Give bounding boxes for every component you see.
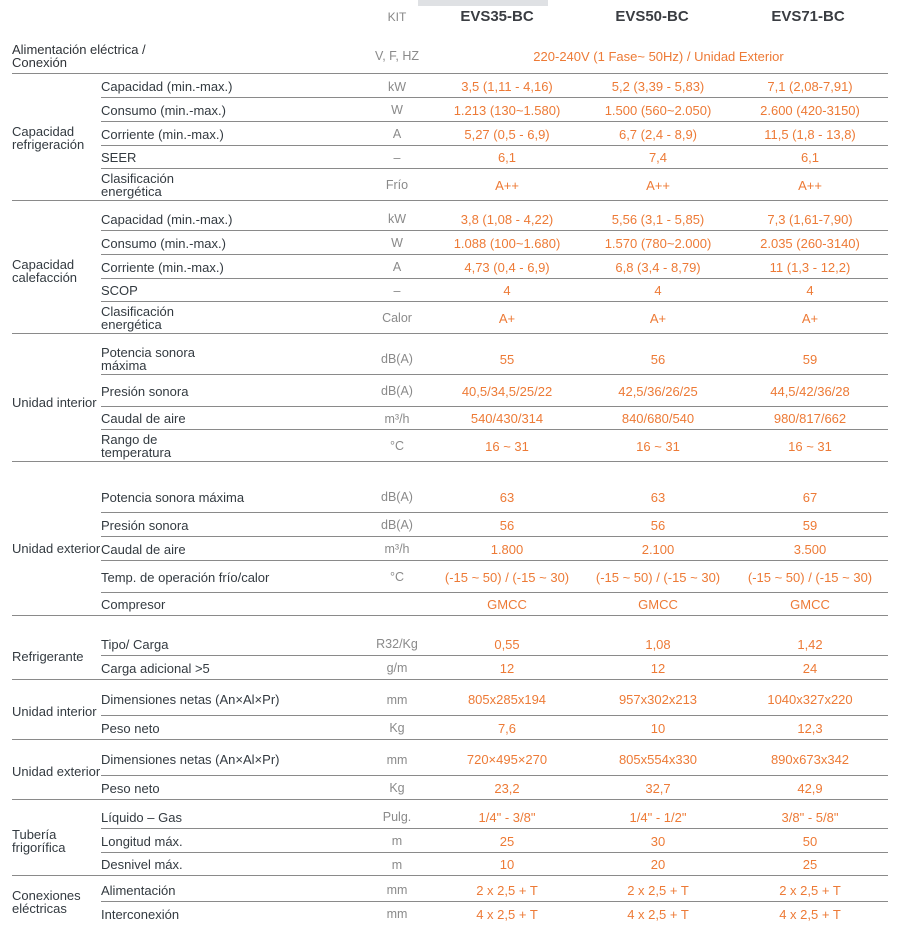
row-label: Corriente (min.-max.) [101, 126, 224, 142]
row-label: Compresor [101, 597, 166, 612]
alimentacion-label: Alimentación eléctrica / Conexión [12, 42, 146, 70]
header-model-3: EVS71-BC [771, 8, 845, 25]
row-label: SEER [101, 150, 137, 165]
value-cell-model-1: 56 [499, 517, 515, 533]
value-cell-model-1: 7,6 [497, 720, 517, 736]
value-cell-model-1: 3,5 (1,11 - 4,16) [461, 79, 553, 94]
value-cell-model-3: (-15 ~ 50) / (-15 ~ 30) [747, 569, 873, 585]
value-cell-model-1: 12 [499, 660, 515, 676]
value-cell-model-2: 10 [650, 720, 666, 736]
row-label: Consumo (min.-max.) [101, 235, 226, 251]
value-cell-model-1: 55 [499, 351, 515, 367]
group-label: Conexiones eléctricas [12, 888, 81, 916]
table-row [0, 430, 900, 462]
row-unit: – [393, 283, 401, 298]
value-cell-model-1: 25 [499, 833, 515, 849]
value-cell-model-3: A++ [798, 177, 822, 193]
row-unit [355, 593, 439, 616]
row-unit: A [392, 260, 402, 274]
row-unit: °C [389, 570, 405, 584]
table-row [0, 279, 900, 302]
row-label: SCOP [101, 283, 138, 298]
table-row [0, 75, 900, 98]
value-cell-model-1: 1/4" - 3/8" [478, 809, 536, 825]
value-cell-model-1: 16 ~ 31 [485, 438, 529, 454]
value-cell-model-2: 12 [650, 660, 666, 676]
value-cell-model-3: 59 [802, 351, 818, 367]
value-cell-model-3: 67 [802, 489, 818, 505]
row-label: Rango de temperatura [101, 432, 172, 460]
value-cell-model-2: 5,2 (3,39 - 5,83) [611, 79, 705, 94]
value-cell-model-1: 2 x 2,5 + T [476, 882, 538, 898]
value-cell-model-1: A++ [495, 177, 519, 193]
row-unit: g/m [386, 661, 408, 675]
row-divider [12, 200, 888, 201]
value-cell-model-2: 56 [650, 517, 666, 533]
value-cell-model-2: 63 [650, 489, 666, 505]
value-cell-model-2: 16 ~ 31 [636, 438, 680, 454]
header-kit: KIT [387, 10, 407, 24]
value-cell-model-2: 1,08 [645, 636, 671, 652]
value-cell-model-1: (-15 ~ 50) / (-15 ~ 30) [444, 569, 570, 585]
value-cell-model-3: GMCC [790, 597, 830, 612]
value-cell-model-2: 7,4 [648, 150, 668, 165]
header-model-2: EVS50-BC [615, 8, 689, 25]
row-unit: A [392, 127, 402, 141]
row-unit: W [391, 236, 403, 250]
value-cell-model-1: 0,55 [494, 636, 520, 652]
table-row [0, 632, 900, 656]
value-cell-model-2: 4 x 2,5 + T [627, 906, 689, 922]
row-unit: Kg [389, 781, 405, 795]
value-cell-model-1: 5,27 (0,5 - 6,9) [464, 126, 550, 142]
value-cell-model-3: 12,3 [797, 720, 823, 736]
value-cell-model-3: 42,9 [797, 780, 823, 796]
row-label: Desnivel máx. [101, 857, 183, 872]
row-unit: dB(A) [381, 518, 413, 532]
row-label: Consumo (min.-max.) [101, 102, 226, 118]
value-cell-model-3: 16 ~ 31 [788, 438, 832, 454]
row-unit: dB(A) [381, 384, 413, 398]
value-cell-model-3: 59 [802, 517, 818, 533]
table-row [0, 805, 900, 829]
value-cell-model-2: (-15 ~ 50) / (-15 ~ 30) [595, 569, 721, 585]
value-cell-model-3: 2 x 2,5 + T [779, 882, 841, 898]
row-label: Capacidad (min.-max.) [101, 79, 233, 94]
row-unit: W [391, 103, 403, 117]
table-row [0, 656, 900, 680]
value-cell-model-2: 42,5/36/26/25 [618, 383, 698, 399]
value-cell-model-2: 5,56 (3,1 - 5,85) [611, 211, 705, 227]
value-cell-model-1: 10 [499, 857, 515, 872]
value-cell-model-1: 720×495×270 [466, 752, 548, 767]
value-cell-model-2: 4 [654, 283, 662, 298]
table-row [0, 302, 900, 334]
value-cell-model-2: 1.570 (780~2.000) [604, 235, 712, 251]
row-unit: Kg [389, 721, 405, 735]
value-cell-model-1: 4 [503, 283, 511, 298]
value-cell-model-1: GMCC [487, 597, 527, 612]
row-label: Corriente (min.-max.) [101, 259, 224, 275]
group-label: Capacidad refrigeración [12, 124, 85, 152]
value-cell-model-2: 2 x 2,5 + T [627, 882, 689, 898]
value-cell-model-3: 11,5 (1,8 - 13,8) [764, 126, 856, 142]
value-cell-model-3: 1,42 [797, 636, 823, 652]
table-row [0, 122, 900, 146]
value-cell-model-3: 2.600 (420-3150) [760, 102, 860, 118]
value-cell-model-1: 40,5/34,5/25/22 [461, 383, 553, 399]
table-row [0, 561, 900, 593]
table-row [0, 593, 900, 616]
value-cell-model-1: 1.800 [490, 541, 524, 557]
value-cell-model-2: 56 [650, 351, 666, 367]
row-label: Peso neto [101, 720, 160, 736]
row-label: Caudal de aire [101, 541, 186, 557]
row-label: Potencia sonora máxima [101, 489, 245, 505]
value-cell-model-3: 24 [802, 660, 818, 676]
row-unit: m³/h [384, 542, 410, 556]
row-unit: Pulg. [382, 810, 412, 824]
row-label: Peso neto [101, 780, 160, 796]
row-unit: kW [387, 212, 407, 226]
group-label: Capacidad calefacción [12, 256, 78, 285]
value-cell-model-2: 1/4" - 1/2" [629, 809, 687, 825]
value-cell-model-3: 44,5/42/36/28 [770, 383, 850, 399]
value-cell-model-1: 4 x 2,5 + T [476, 906, 538, 922]
table-row [0, 776, 900, 800]
table-row [0, 207, 900, 231]
table-row [0, 255, 900, 279]
value-cell-model-2: 32,7 [645, 780, 671, 796]
row-unit: °C [389, 439, 405, 453]
header-model-1: EVS35-BC [460, 8, 534, 25]
row-label: Presión sonora [101, 517, 189, 533]
value-cell-model-2: 6,8 (3,4 - 8,79) [615, 259, 701, 275]
value-cell-model-3: 3.500 [793, 541, 827, 557]
row-unit: R32/Kg [376, 637, 418, 651]
row-divider [12, 739, 888, 740]
value-cell-model-1: 1.213 (130~1.580) [453, 102, 561, 118]
value-cell-model-2: A++ [646, 177, 670, 193]
table-row [0, 375, 900, 407]
value-cell-model-3: 25 [802, 857, 818, 872]
value-cell-model-2: 957x302x213 [618, 692, 698, 707]
value-cell-model-3: 50 [802, 833, 818, 849]
value-cell-model-2: GMCC [638, 597, 678, 612]
group-label: Unidad exterior [12, 764, 101, 779]
table-row [0, 902, 900, 926]
table-row [0, 853, 900, 876]
value-cell-model-2: 1.500 (560~2.050) [604, 102, 712, 118]
row-unit: mm [386, 907, 408, 921]
group-label: Unidad interior [12, 395, 97, 410]
row-unit: kW [387, 79, 407, 94]
row-divider [12, 461, 888, 462]
value-cell-model-1: 540/430/314 [470, 411, 544, 426]
value-cell-model-2: A+ [649, 310, 667, 326]
value-cell-model-3: 1040x327x220 [767, 692, 853, 707]
value-cell-model-3: 7,1 (2,08-7,91) [767, 79, 853, 94]
row-alimentacion [0, 40, 900, 72]
row-unit: dB(A) [381, 490, 413, 504]
row-divider [12, 679, 888, 680]
table-row [0, 743, 900, 776]
row-label: Carga adicional >5 [101, 660, 210, 676]
table-row [0, 537, 900, 561]
value-cell-model-3: 4 x 2,5 + T [779, 906, 841, 922]
row-label: Longitud máx. [101, 833, 183, 849]
value-cell-model-2: 30 [650, 833, 666, 849]
row-unit: dB(A) [381, 352, 413, 366]
value-cell-model-3: 11 (1,3 - 12,2) [769, 259, 851, 275]
group-label: Tubería frigorífica [12, 826, 66, 855]
row-unit: Calor [382, 311, 412, 325]
row-divider [12, 333, 888, 334]
row-label: Potencia sonora máxima [101, 345, 195, 373]
value-cell-model-3: 890x673x342 [770, 752, 850, 767]
table-row [0, 513, 900, 537]
value-cell-model-3: 7,3 (1,61-7,90) [767, 211, 853, 227]
row-label: Alimentación [101, 882, 176, 898]
row-label: Capacidad (min.-max.) [101, 211, 233, 227]
table-row [0, 829, 900, 853]
alimentacion-value: 220-240V (1 Fase~ 50Hz) / Unidad Exterior [533, 48, 784, 64]
group-label: Unidad interior [12, 704, 97, 719]
row-label: Tipo/ Carga [101, 636, 169, 652]
row-divider [12, 615, 888, 616]
row-label: Caudal de aire [101, 411, 186, 426]
row-unit: m [391, 857, 403, 872]
value-cell-model-3: 3/8" - 5/8" [781, 809, 839, 825]
row-unit: – [393, 150, 401, 165]
value-cell-model-1: 6,1 [497, 150, 517, 165]
row-unit: m [391, 834, 403, 848]
row-label: Interconexión [101, 906, 180, 922]
value-cell-model-2: 6,7 (2,4 - 8,9) [618, 126, 698, 142]
value-cell-model-2: 805x554x330 [618, 752, 698, 767]
row-label: Clasificación energética [101, 304, 174, 332]
value-cell-model-3: 6,1 [800, 150, 820, 165]
value-cell-model-1: 1.088 (100~1.680) [453, 235, 561, 251]
value-cell-model-3: 2.035 (260-3140) [760, 235, 860, 251]
row-label: Líquido – Gas [101, 809, 182, 825]
table-row [0, 878, 900, 902]
value-cell-model-1: A+ [498, 310, 516, 326]
table-row [0, 231, 900, 255]
table-row [0, 683, 900, 716]
row-unit: mm [386, 752, 408, 767]
table-row [0, 169, 900, 201]
row-label: Dimensiones netas (An×Al×Pr) [101, 692, 280, 707]
row-unit: m³/h [384, 411, 410, 426]
row-unit: mm [386, 692, 408, 707]
table-row [0, 481, 900, 513]
group-label: Refrigerante [12, 648, 84, 664]
table-row [0, 716, 900, 740]
row-unit: Frío [385, 178, 409, 192]
row-label: Dimensiones netas (An×Al×Pr) [101, 752, 280, 767]
group-label: Unidad exterior [12, 541, 101, 556]
value-cell-model-2: 840/680/540 [621, 411, 695, 426]
table-row [0, 146, 900, 169]
table-row [0, 343, 900, 375]
value-cell-model-2: 2.100 [641, 541, 675, 557]
row-divider [12, 875, 888, 876]
value-cell-model-1: 3,8 (1,08 - 4,22) [460, 211, 554, 227]
value-cell-model-1: 23,2 [494, 780, 520, 796]
separator [12, 73, 888, 74]
table-row [0, 98, 900, 122]
row-label: Temp. de operación frío/calor [101, 569, 270, 585]
row-label: Clasificación energética [101, 171, 174, 199]
value-cell-model-1: 4,73 (0,4 - 6,9) [464, 259, 550, 275]
value-cell-model-1: 805x285x194 [467, 692, 547, 707]
row-divider [12, 799, 888, 800]
row-unit: mm [386, 883, 408, 897]
value-cell-model-2: 20 [650, 857, 666, 872]
value-cell-model-3: A+ [801, 310, 819, 326]
alimentacion-unit: V, F, HZ [375, 49, 419, 63]
row-label: Presión sonora [101, 383, 189, 399]
value-cell-model-3: 980/817/662 [773, 411, 847, 426]
value-cell-model-1: 63 [499, 489, 515, 505]
value-cell-model-3: 4 [806, 283, 814, 298]
table-row [0, 407, 900, 430]
